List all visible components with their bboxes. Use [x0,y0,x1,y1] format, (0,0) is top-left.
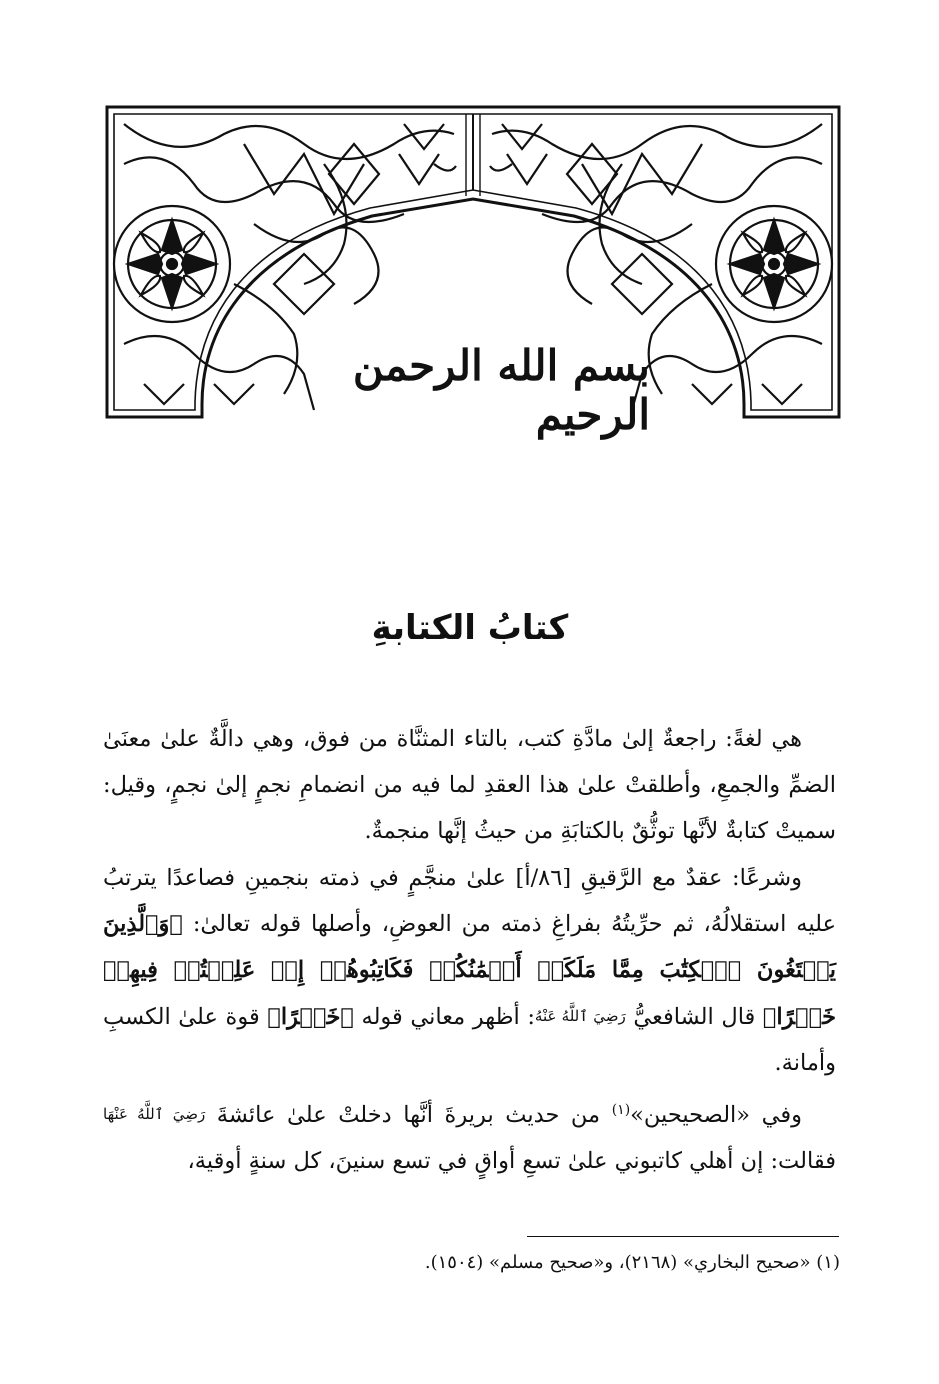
quran-word: ﴿خَيۡرًا﴾ [267,1004,354,1031]
paragraph-text: وفي «الصحيحين» [630,1101,803,1128]
paragraph-text: قوة علىٰ الكسبِ وأمانة. [103,1004,836,1077]
chapter-title: كتابُ الكتابةِ [371,608,569,648]
paragraph-text: قال الشافعيُّ [633,1004,756,1031]
paragraph-text: فقالت: إن أهلي كاتبوني علىٰ تسعِ أواقٍ في تسع سنينَ، كل سنةٍ أوقية، [187,1147,836,1174]
paragraph-text: وشرعًا: عقدٌ مع الرَّقيقِ [٨٦/أ] علىٰ منجَّمٍ في ذمته بنجمينِ فصاعدًا يترتبُ عليه استقلالُهُ، ثم حرِّيتُهُ بفراغِ ذمته من العوضِ، وأصلها قوله تعالىٰ: [103,864,836,937]
quran-verse: ﴿وَٱلَّذِينَ يَبۡتَغُونَ ٱلۡكِتَٰبَ مِمَّا مَلَكَتۡ أَيۡمَٰنُكُمۡ فَكَاتِبُوهُمۡ إِنۡ عَلِمۡتُمۡ فِيهِمۡ خَيۡرًا﴾ [103,910,837,1031]
footnote-divider [527,1236,839,1237]
basmala-calligraphy: بسم الله الرحمن الرحيم [352,341,650,439]
honorific-symbol: رَضِيَ ٱللَّهُ عَنْهُ [534,1007,626,1026]
main-text-body [103,716,836,1184]
paragraph-hadith [103,1087,836,1184]
footnote-text: (١) «صحيح البخاري» (٢١٦٨)، و«صحيح مسلم» (١٥٠٤). [424,1252,840,1273]
paragraph-legal-definition [103,855,836,1087]
paragraph-text: : أظهر معاني قوله [361,1004,535,1031]
paragraph-linguistic-definition: هي لغةً: راجعةٌ إلىٰ مادَّةِ كتب، بالتاء المثنَّاة من فوق، وهي دالَّةٌ علىٰ معنَىٰ الضمِّ والجمعِ، وأطلقتْ علىٰ هذا العقدِ لما فيه من انضمامِ نجمٍ إلىٰ نجمٍ، وقيل: سميتْ كتابةٌ لأنَّها توثُّقٌ بالكتابَةِ من حيثُ إنَّها منجمةٌ. [103,726,836,845]
honorific-symbol: رَضِيَ ٱللَّهُ عَنْهَا [103,1104,206,1123]
paragraph-text: من حديث بريرةَ أنَّها دخلتْ علىٰ عائشةَ [216,1101,601,1128]
footnote-reference: (١) [611,1101,631,1118]
